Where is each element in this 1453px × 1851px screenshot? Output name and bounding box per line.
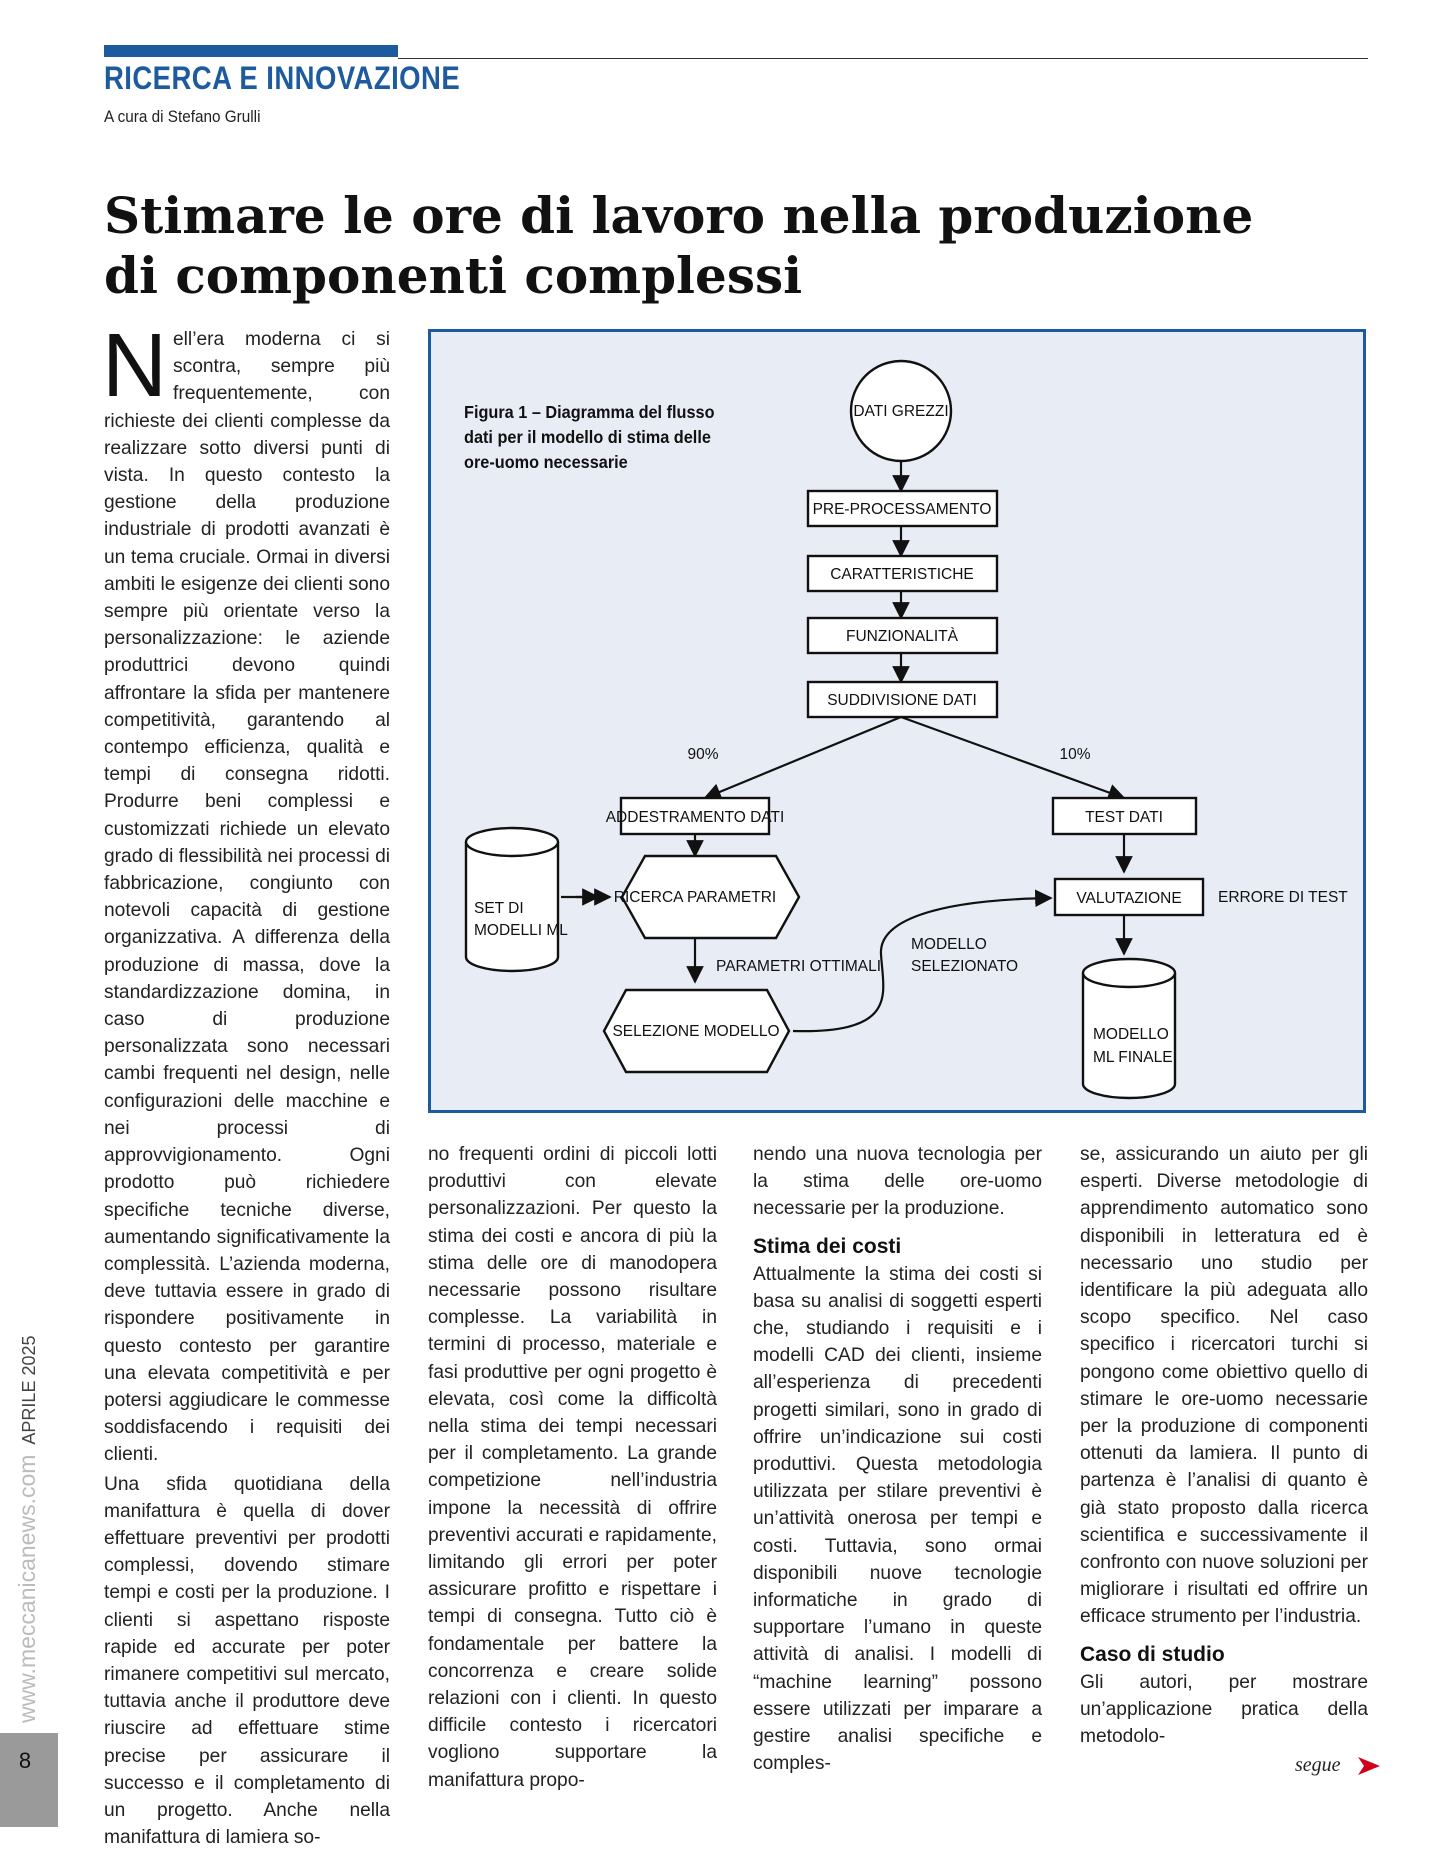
- paragraph: Attualmente la stima dei costi si basa su analisi di soggetti esperti che, studiando i requisiti e i modelli CAD dei clienti, insieme all’esperienza di precedenti progetti similari, sono in grado di offrire un’indicazione sui costi produttivi. Questa metodologia utilizzata per stilare preventivi è un’attività onerosa per tempi e costi. Tuttavia, sono ormai disponibili nuove tecnologie informatiche in grado di supportare l’umano in queste attività di analisi. I modelli di “machine learning” possono essere utilizzati per imparare a gestire analisi specifiche e comples-: [753, 1263, 1042, 1775]
- figure-1: [428, 329, 1366, 1113]
- drop-cap: N: [102, 316, 167, 416]
- paragraph: no frequenti ordini di piccoli lotti produttivi con elevate personalizzazioni. Per questo la stima dei costi e ancora di più la stima delle ore di manodopera necessarie possono risultare complesse. La variabilità in termini di processo, materiale e fasi produttive per ogni progetto è elevata, così come la difficoltà nella stima dei tempi necessari per il completamento. La grande competizione nell’industria impone la necessità di offrire preventivi accurati e rapidamente, limitando gli errori per poter assicurare profitto e rispettare i tempi di consegna. Tutto ciò è fondamentale per battere la concorrenza e creare solide relazioni con i clienti. In questo difficile contesto i ricercatori vogliono supportare la manifattura propo-: [428, 1144, 717, 1791]
- ml-models-label-2: MODELLI ML: [474, 922, 568, 939]
- test-data-label: TEST DATI: [1085, 809, 1163, 826]
- flow-diagram: [431, 332, 1369, 1116]
- text-column-3: [753, 1141, 1042, 1777]
- paragraph: Una sfida quotidiana della manifattura è quella di dover effettuare preventivi per prodotti complessi, dovendo stimare tempi e costi per la produzione. I clienti si aspettano risposte rapide ed accurate per poter rimanere competitivi sul mercato, tuttavia anche il produttore deve riuscire ad effettuare stime precise per assicurare il successo e il completamento di un progetto. Anche nella manifattura di lamiera so-: [104, 1473, 390, 1849]
- paragraph: se, assicurando un aiuto per gli esperti. Diverse metodologie di apprendimento automatico sono disponibili in letteratura ed è necessario uno studio per identificare la più adeguata allo scopo specifico. Nel caso specifico i ricercatori turchi si pongono come obiettivo quello di stimare le ore-uomo necessarie per la produzione di componenti ottenuti da lamiera. Il punto di partenza è l’analisi di quanto è già stato proposto dalla ricerca scientifica e successivamente il confronto con nuove soluzioni per migliorare i risultati ed offrire un efficace strumento per l’industria.: [1080, 1144, 1368, 1628]
- train-percent: 90%: [687, 746, 719, 763]
- ml-models-label-1: SET DI: [474, 900, 524, 917]
- article-title: [104, 186, 1344, 306]
- paragraph-text: ell’era moderna ci si scontra, sempre più frequentemente, con richieste dei clienti complesse da realizzare sotto diversi punti di vista. In questo contesto la gestione della produzione industriale di prodotti avanzati è un tema cruciale. Ormai in diversi ambiti le esigenze dei clienti sono sempre più orientate verso la personalizzazione: le aziende produttrici devono quindi affrontare la sfida per mantenere competitività, garantendo al contempo efficienza, qualità e tempi di consegna ridotti. Produrre beni complessi e customizzati richiede un elevato grado di flessibilità nei processi di fabbricazione, congiunto con notevoli capacità di gestione organizzativa. A differenza della produzione di massa, dove la standardizzazione domina, in caso di produzione personalizzata sono necessari cambi frequenti nel design, nelle configurazioni delle macchine e nei processi di approvvigionamento. Ogni prodotto può richiedere specifiche tecniche diverse, aumentando significativamente la complessità. L’azienda moderna, deve tuttavia essere in grado di rispondere positivamente in questo contesto per garantire una elevata competitività e per potersi aggiudicare le commesse soddisfacendo i requisiti dei clienti.: [104, 329, 390, 1466]
- preprocessing-label: PRE-PROCESSAMENTO: [812, 501, 992, 518]
- raw-data-label: DATI GREZZI: [853, 403, 949, 420]
- continues-label: segue: [1295, 1754, 1341, 1776]
- text-column-2: [428, 1141, 717, 1794]
- header-rule: [398, 58, 1368, 59]
- selected-model-label-1: MODELLO: [911, 936, 987, 953]
- text-column-1: [102, 316, 390, 1851]
- page-number: 8: [18, 1748, 32, 1773]
- evaluation-label: VALUTAZIONE: [1076, 890, 1182, 907]
- website-url: www.meccanicanews.com: [14, 1454, 40, 1723]
- figure-caption: Figura 1 – Diagramma del flusso dati per il modello di stima delle ore-uomo necessarie: [464, 402, 715, 472]
- model-selection-label: SELEZIONE MODELLO: [612, 1023, 780, 1040]
- test-error-label: ERRORE DI TEST: [1218, 889, 1348, 906]
- title-line-2: di componenti complessi: [104, 246, 803, 305]
- data-split-label: SUDDIVISIONE DATI: [827, 692, 977, 709]
- paragraph: Gli autori, per mostrare un’applicazione pratica della metodolo-: [1080, 1671, 1368, 1748]
- continue-arrow-icon: [1358, 1757, 1380, 1775]
- training-label: ADDESTRAMENTO DATI: [605, 809, 785, 826]
- section-bar: [104, 45, 398, 57]
- final-model-label-1: MODELLO: [1093, 1026, 1169, 1043]
- param-search-label: RICERCA PARAMETRI: [613, 889, 777, 906]
- functionality-label: FUNZIONALITÀ: [846, 628, 958, 645]
- paragraph: [102, 316, 390, 1469]
- test-percent: 10%: [1059, 746, 1091, 763]
- selected-model-label-2: SELEZIONATO: [911, 958, 1019, 975]
- title-line-1: Stimare le ore di lavoro nella produzione: [104, 186, 1254, 245]
- paragraph: nendo una nuova tecnologia per la stima delle ore-uomo necessarie per la produzione.: [753, 1144, 1042, 1220]
- final-model-label-2: ML FINALE: [1093, 1049, 1173, 1066]
- subheading-case-study: Caso di studio: [1080, 1642, 1225, 1666]
- section-title: RICERCA E INNOVAZIONE: [104, 60, 461, 96]
- vertical-margin-text: [14, 1336, 41, 1724]
- optimal-params-label: PARAMETRI OTTIMALI: [716, 958, 882, 975]
- issue-date: APRILE 2025: [19, 1335, 39, 1445]
- features-label: CARATTERISTICHE: [830, 566, 974, 583]
- text-column-4: [1080, 1141, 1368, 1750]
- subheading-cost-estimate: Stima dei costi: [753, 1234, 902, 1258]
- editor-credit: A cura di Stefano Grulli: [104, 107, 261, 126]
